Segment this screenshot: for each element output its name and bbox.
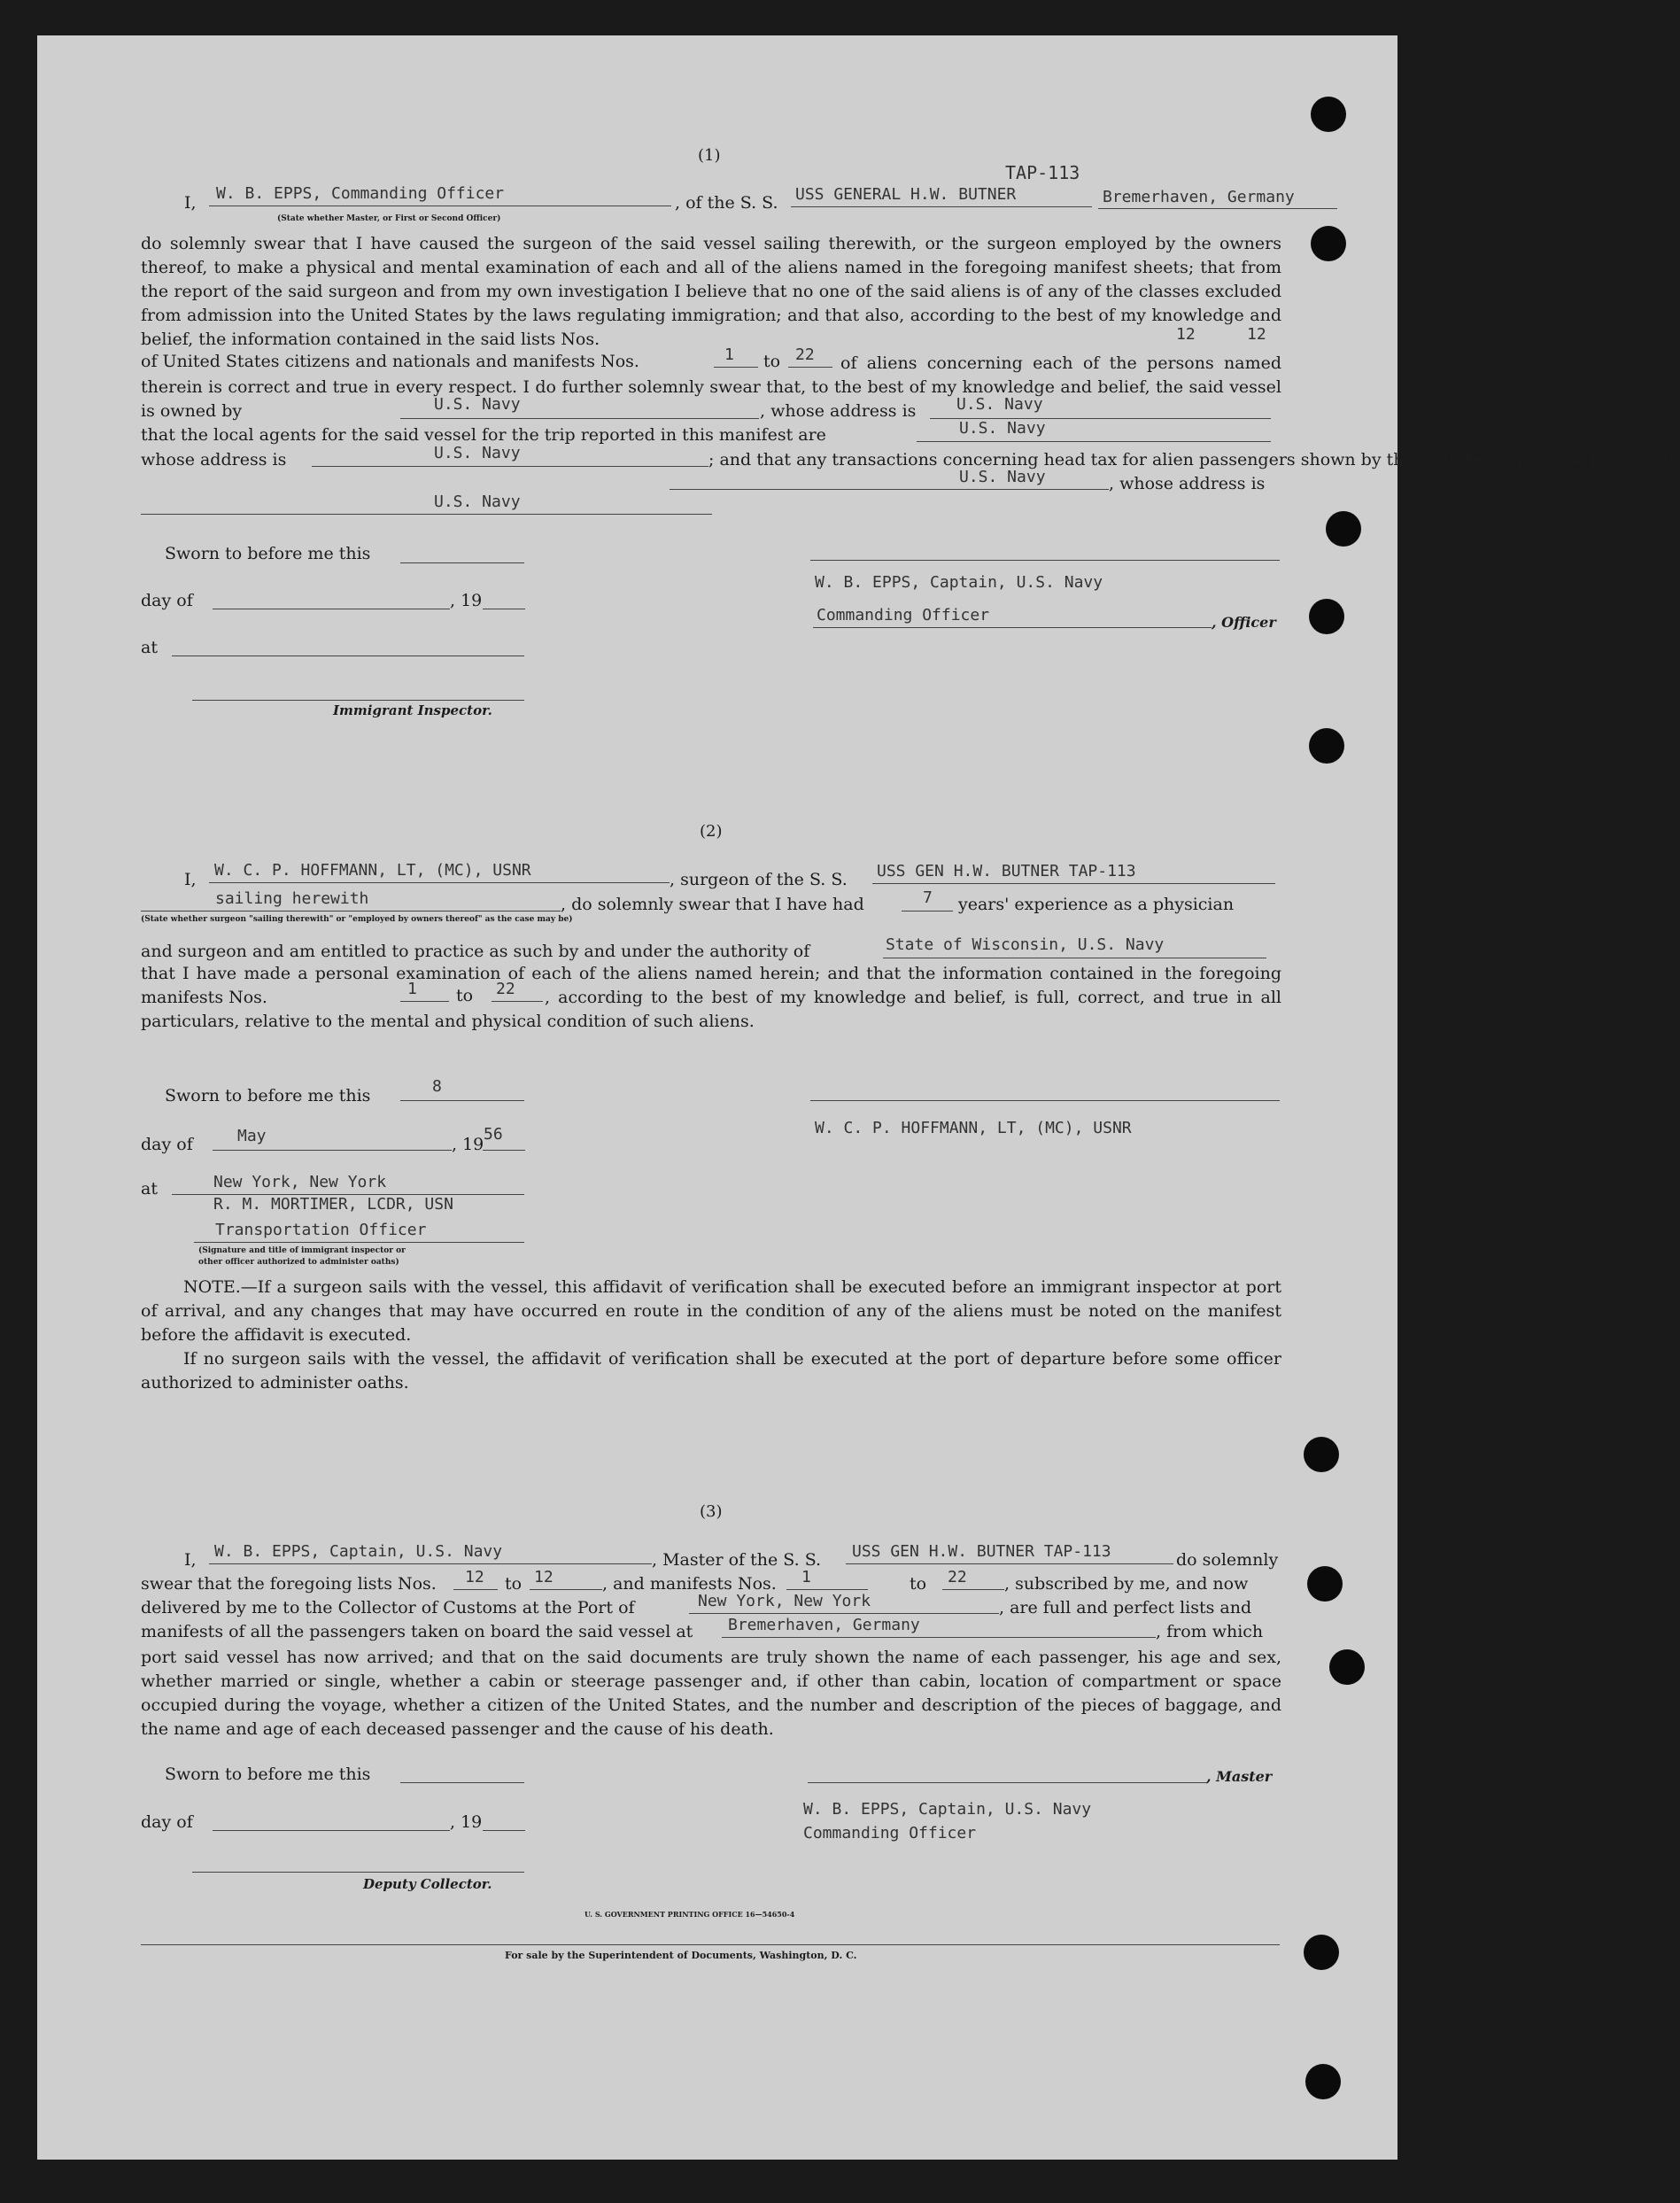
surgeon-of-ss: , surgeon of the S. S. — [670, 870, 848, 889]
surgeon-body-text: that I have made a personal examination of each of the aliens named herein; and that the information contained in the foregoing manifests Nos. — [141, 964, 1281, 1007]
tap-number: TAP-113 — [1005, 162, 1080, 183]
gpo-imprint: U. S. GOVERNMENT PRINTING OFFICE 16—54650-4 — [585, 1910, 795, 1919]
surgeon-signature-line — [810, 1100, 1280, 1101]
years-text: years' experience as a physician — [958, 895, 1235, 914]
solemnly: do solemnly — [1176, 1550, 1279, 1570]
manifests-to-line — [942, 1589, 1004, 1590]
sworn-line — [400, 562, 524, 563]
master-name-line — [209, 1563, 652, 1564]
manifests-to: 22 — [948, 1568, 967, 1586]
delivered-text: delivered by me to the Collector of Customs at the Port of — [141, 1598, 635, 1617]
master-signature-line — [808, 1782, 1206, 1783]
origin-port: Bremerhaven, Germany — [1103, 188, 1295, 206]
surgeon-signer: W. C. P. HOFFMANN, LT, (MC), USNR — [815, 1119, 1132, 1137]
master-label: , Master — [1206, 1768, 1273, 1785]
manifests-from-line — [786, 1589, 868, 1590]
surgeon-manifests-from: 1 — [407, 980, 417, 998]
i-label: I, — [184, 193, 197, 213]
swear-text: , do solemnly swear that I have had — [561, 895, 864, 914]
signer-line-1: W. B. EPPS, Captain, U.S. Navy — [815, 573, 1103, 592]
inspector-line — [192, 700, 524, 701]
signature-line — [810, 560, 1280, 561]
to-label: to — [456, 986, 474, 1005]
year-prefix: , 19 — [450, 591, 483, 610]
for-sale-text: For sale by the Superintendent of Documents, Washington, D. C. — [505, 1950, 857, 1961]
signer-line-2: Commanding Officer — [817, 606, 990, 624]
lists-to: 12 — [1247, 325, 1266, 344]
owner-line — [400, 418, 759, 419]
manifests-from: 1 — [724, 345, 734, 364]
head-tax-line — [670, 489, 1109, 490]
at-label: at — [141, 1179, 158, 1198]
oath-text-1: do solemnly swear that I have caused the surgeon of the said vessel sailing therewith, or the surgeon employed by the owners thereof, to make a physical and mental examination of each and all of the aliens named in the foregoing manifest sheets; that from the report of the said surgeon and from my own investigation I believe that no one of the said aliens is of any of the classes excluded from admission into the United States by the laws regulating immigration; and that also, according to the best of my knowledge and belief, the information contained in the said lists Nos. — [141, 234, 1281, 349]
sworn-label: Sworn to before me this — [165, 544, 371, 563]
years: 7 — [923, 888, 933, 907]
officer-name: W. B. EPPS, Commanding Officer — [216, 184, 505, 203]
owner-address: U.S. Navy — [956, 395, 1043, 414]
day-line — [213, 1830, 450, 1831]
sailing-status: sailing herewith — [215, 889, 369, 908]
inspector-note-2: other officer authorized to administer oaths) — [198, 1258, 399, 1267]
agents-line — [917, 441, 1271, 442]
and-manifests: , and manifests Nos. — [602, 1574, 777, 1594]
sworn-day: 8 — [432, 1077, 442, 1096]
swear-lists: swear that the foregoing lists Nos. — [141, 1574, 437, 1594]
inspector-note-1: (Signature and title of immigrant inspector or — [198, 1246, 406, 1255]
day-of-label: day of — [141, 1812, 193, 1832]
lists-to: 12 — [534, 1568, 554, 1586]
citizens-text: of United States citizens and nationals and manifests Nos. — [141, 352, 639, 371]
of-the-ss: , of the S. S. — [675, 193, 778, 213]
section-number: (2) — [700, 822, 723, 841]
day-of-label: day of — [141, 1135, 193, 1154]
section-number: (3) — [700, 1502, 723, 1521]
to-label: to — [910, 1574, 927, 1594]
agents-text: that the local agents for the said vessel for the trip reported in this manifest are — [141, 425, 826, 445]
arrival-port: New York, New York — [698, 1592, 871, 1610]
sworn-place: New York, New York — [213, 1173, 387, 1191]
deputy-line — [192, 1872, 524, 1873]
master-vessel: USS GEN H.W. BUTNER TAP-113 — [852, 1542, 1111, 1561]
year-line — [483, 1150, 525, 1151]
surgeon-body-2 — [141, 986, 1281, 1034]
owner: U.S. Navy — [434, 395, 521, 414]
agents-address-line — [312, 466, 708, 467]
to-label: to — [763, 352, 781, 371]
binder-hole-icon — [1329, 1649, 1365, 1685]
manifests-text: manifests of all the passengers taken on board the said vessel at — [141, 1622, 693, 1641]
head-tax-party: U.S. Navy — [959, 468, 1046, 486]
surgeon-manifests-to: 22 — [496, 980, 515, 998]
i-label: I, — [184, 870, 197, 889]
master-of: , Master of the S. S. — [652, 1550, 822, 1570]
lists-to-line — [530, 1589, 602, 1590]
subscribed: , subscribed by me, and now — [1004, 1574, 1249, 1594]
whose-address-label: , whose address is — [760, 401, 917, 421]
authority-text: and surgeon and am entitled to practice as such by and under the authority of — [141, 942, 810, 961]
binder-hole-icon — [1311, 97, 1346, 132]
master-body-text: port said vessel has now arrived; and that on the said documents are truly shown the name of each passenger, his age and sex, whether married or single, whether a cabin or steerage passenger and, if other than cabin, location of compartment or space occupied during the voyage, whether a citizen of the United States, and the number and description of the pieces of baggage, and the name and age of each deceased passenger and the cause of his death. — [141, 1648, 1281, 1739]
oath-body-1 — [141, 232, 1281, 352]
binder-hole-icon — [1307, 1566, 1343, 1602]
head-tax-address-line — [141, 514, 712, 515]
master-body — [141, 1646, 1281, 1741]
year-prefix: , 19 — [450, 1812, 483, 1832]
embark-port: Bremerhaven, Germany — [728, 1616, 920, 1634]
note-1-text: NOTE.—If a surgeon sails with the vessel, this affidavit of verification shall be executed before an immigrant inspector at port of arrival, and any changes that may have occurred en route in the condition of any of the aliens must be noted on the manifest before the affidavit is executed. — [141, 1277, 1281, 1345]
head-tax-text: ; and that any transactions concerning head tax for alien passengers shown by this manifest should be made with — [708, 450, 1680, 469]
inspector-name: R. M. MORTIMER, LCDR, USN — [213, 1195, 453, 1214]
authority: State of Wisconsin, U.S. Navy — [886, 935, 1165, 954]
sworn-line — [400, 1782, 524, 1783]
inspector-title: Transportation Officer — [215, 1221, 427, 1239]
note-1 — [141, 1276, 1281, 1347]
binder-hole-icon — [1326, 511, 1361, 547]
from-which: , from which — [1156, 1622, 1264, 1641]
sailing-note: (State whether surgeon "sailing therewith" or "employed by owners thereof" as the case may be) — [141, 915, 573, 924]
sworn-month: May — [237, 1127, 267, 1145]
binder-hole-icon — [1311, 226, 1346, 261]
surgeon-vessel: USS GEN H.W. BUTNER TAP-113 — [877, 862, 1136, 880]
origin-line — [1098, 208, 1337, 209]
binder-hole-icon — [1304, 1437, 1339, 1472]
surgeon-name-line — [209, 882, 670, 883]
embark-port-line — [722, 1637, 1156, 1638]
agents-address-label: whose address is — [141, 450, 287, 469]
note-2 — [141, 1347, 1281, 1395]
officer-signature-line — [813, 627, 1212, 628]
inspector-title-line — [194, 1242, 524, 1243]
lists-from-line — [453, 1589, 498, 1590]
sworn-day-line — [400, 1100, 524, 1101]
to-label: to — [505, 1574, 523, 1594]
sworn-label: Sworn to before me this — [165, 1765, 371, 1784]
signer-line-1: W. B. EPPS, Captain, U.S. Navy — [803, 1800, 1092, 1819]
binder-hole-icon — [1309, 728, 1344, 764]
lists-from: 12 — [465, 1568, 484, 1586]
head-tax-address-label: , whose address is — [1109, 474, 1266, 493]
officer-label: , Officer — [1212, 614, 1276, 631]
note-2-text: If no surgeon sails with the vessel, the affidavit of verification shall be executed at the port of departure before some officer authorized to administer oaths. — [141, 1349, 1281, 1392]
head-tax-address: U.S. Navy — [434, 493, 521, 511]
surgeon-body-2-text: , according to the best of my knowledge and belief, is full, correct, and true in all particulars, relative to the mental and physical condition of such aliens. — [141, 988, 1281, 1031]
i-label: I, — [184, 1550, 197, 1570]
at-label: at — [141, 638, 158, 657]
year-prefix: , 19 — [452, 1135, 484, 1154]
section-number: (1) — [698, 146, 721, 165]
port-line — [689, 1613, 999, 1614]
binder-hole-icon — [1304, 1935, 1339, 1970]
binder-hole-icon — [1309, 599, 1344, 634]
binder-hole-icon — [1305, 2064, 1341, 2099]
lists-from: 12 — [1176, 325, 1196, 344]
agents: U.S. Navy — [959, 419, 1046, 438]
manifests-to: 22 — [795, 345, 815, 364]
footer-rule — [141, 1944, 1280, 1945]
day-of-label: day of — [141, 591, 193, 610]
master-vessel-line — [846, 1563, 1173, 1564]
vessel-line — [791, 206, 1092, 207]
vessel-name: USS GENERAL H.W. BUTNER — [795, 185, 1017, 204]
year-suffix: 56 — [484, 1125, 503, 1144]
signer-line-2: Commanding Officer — [803, 1824, 977, 1842]
at-line — [172, 655, 524, 656]
manifests-from: 1 — [801, 1568, 811, 1586]
deputy-label: Deputy Collector. — [363, 1876, 492, 1892]
oath-body-3 — [141, 352, 1281, 423]
master-name: W. B. EPPS, Captain, U.S. Navy — [214, 1542, 503, 1561]
agents-address: U.S. Navy — [434, 444, 521, 462]
oath-text-3: of aliens concerning each of the persons named therein is correct and true in every respect. I do further solemnly swear that, to the best of my knowledge and belief, the said vessel is owned by — [141, 353, 1281, 421]
sworn-label: Sworn to before me this — [165, 1086, 371, 1105]
officer-note: (State whether Master, or First or Second Officer) — [277, 214, 501, 223]
full-lists: , are full and perfect lists and — [999, 1598, 1252, 1617]
surgeon-name: W. C. P. HOFFMANN, LT, (MC), USNR — [214, 861, 531, 880]
month-line — [213, 1150, 452, 1151]
inspector-label: Immigrant Inspector. — [333, 702, 492, 718]
year-line — [483, 1830, 525, 1831]
surgeon-vessel-line — [872, 883, 1275, 884]
